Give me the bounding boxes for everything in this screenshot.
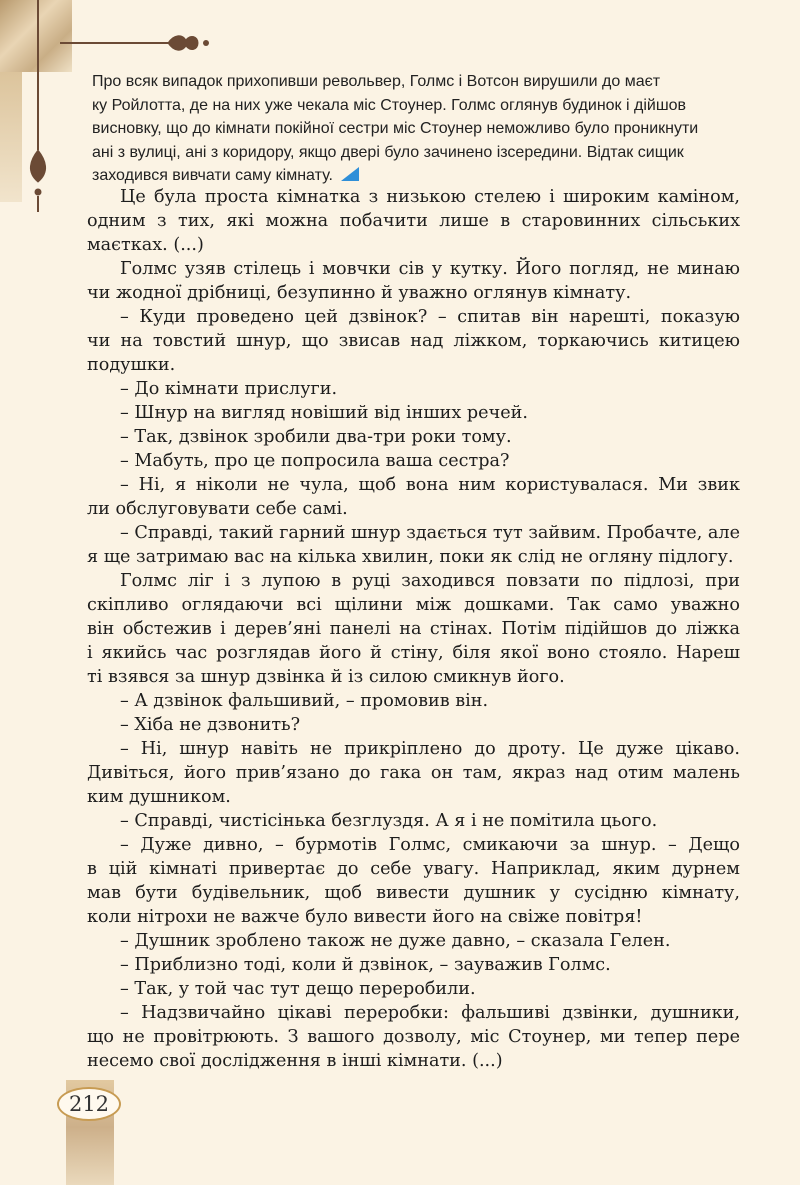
text-line: чи на товстий шнур, що звисав над ліжком, торкаючись китицею	[87, 331, 740, 351]
text-line: скіпливо оглядаючи всі щілини між дошками. Так само уважно	[87, 595, 740, 615]
text-line: – Шнур на вигляд новіший від інших речей.	[120, 403, 528, 423]
intro-summary	[92, 70, 744, 188]
intro-line: ку Ройлотта, де на них уже чекала міс Стоунер. Голмс оглянув будинок і дійшов	[92, 96, 687, 114]
text-line: – Справді, такий гарний шнур здається тут зайвим. Пробачте, але	[120, 523, 740, 543]
text-line: – Душник зроблено також не дуже давно, – сказала Гелен.	[120, 931, 671, 951]
text-line: чи жодної дрібниці, безупинно й уважно оглянув кімнату.	[87, 283, 632, 303]
text-line: – Так, дзвінок зробили два-три роки тому.	[120, 427, 512, 447]
text-line: подушки.	[87, 355, 176, 375]
text-line: я ще затримаю вас на кілька хвилин, поки як слід не огляну підлогу.	[87, 547, 734, 567]
text-line: – Справді, чистісінька безглуздя. А я і не помітила цього.	[120, 811, 658, 831]
intro-line: висновку, що до кімнати покійної сестри міс Стоунер неможливо було проникнути	[92, 120, 699, 138]
text-line: ли обслуговувати себе самі.	[87, 499, 348, 519]
text-line: – Ні, я ніколи не чула, щоб вона ним користувалася. Ми звик	[120, 475, 740, 495]
text-line: мав бути будівельник, щоб вивести душник у сусідню кімнату,	[87, 883, 740, 903]
intro-line-text: заходився вивчати саму кімнату.	[92, 167, 333, 185]
text-line: маєтках. (...)	[87, 235, 204, 255]
text-line: коли нітрохи не важче було вивести його на свіже повітря!	[87, 907, 643, 927]
text-line: він обстежив і дерев’яні панелі на стінах. Потім підійшов до ліжка	[87, 619, 740, 639]
text-line: – Ні, шнур навіть не прикріплено до дроту. Це дуже цікаво.	[120, 739, 740, 759]
text-line: – До кімнати прислуги.	[120, 379, 338, 399]
text-line: і якийсь час розглядав його й стіну, біля якої воно стояло. Нареш	[87, 643, 740, 663]
text-line: – Приблизно тоді, коли й дзвінок, – зауважив Голмс.	[120, 955, 611, 975]
text-line: – А дзвінок фальшивий, – промовив він.	[120, 691, 489, 711]
intro-line: ані з вулиці, ані з коридору, якщо двері було зачинено ізсередини. Відтак сищик	[92, 143, 684, 161]
text-line: – Дуже дивно, – бурмотів Голмс, смикаючи за шнур. – Дещо	[120, 835, 740, 855]
text-line: – Так, у той час тут дещо переробили.	[120, 979, 476, 999]
text-line: Голмс узяв стілець і мовчки сів у кутку. Його погляд, не минаю	[120, 259, 740, 279]
text-line: в цій кімнаті привертає до себе увагу. Наприклад, яким дурнем	[87, 859, 740, 879]
text-line: що не провітрюють. З вашого дозволу, міс Стоунер, ми тепер пере	[87, 1027, 740, 1047]
corner-marker-icon	[341, 167, 359, 181]
text-line: Голмс ліг і з лупою в руці заходився повзати по підлозі, при	[120, 571, 740, 591]
text-line: – Хіба не дзвонить?	[120, 715, 301, 735]
text-line: ті взявся за шнур дзвінка й із силою смикнув його.	[87, 667, 565, 687]
text-line: несемо свої дослідження в інші кімнати. (...)	[87, 1051, 503, 1071]
text-line: Це була проста кімнатка з низькою стелею і широким каміном,	[120, 187, 740, 207]
text-line: – Мабуть, про це попросила ваша сестра?	[120, 451, 510, 471]
text-line: – Надзвичайно цікаві переробки: фальшиві дзвінки, душники,	[120, 1003, 740, 1023]
text-line: ким душником.	[87, 787, 231, 807]
page-number: 212	[57, 1087, 121, 1121]
text-line: Дивіться, його прив’язано до гака он там, якраз над отим малень	[87, 763, 740, 783]
story-text	[87, 185, 740, 1073]
text-line: одним з тих, які можна побачити лише в старовинних сільських	[87, 211, 740, 231]
intro-line: Про всяк випадок прихопивши револьвер, Голмс і Вотсон вирушили до маєт	[92, 73, 661, 90]
text-line: – Куди проведено цей дзвінок? – спитав він нарешті, показую	[120, 307, 740, 327]
